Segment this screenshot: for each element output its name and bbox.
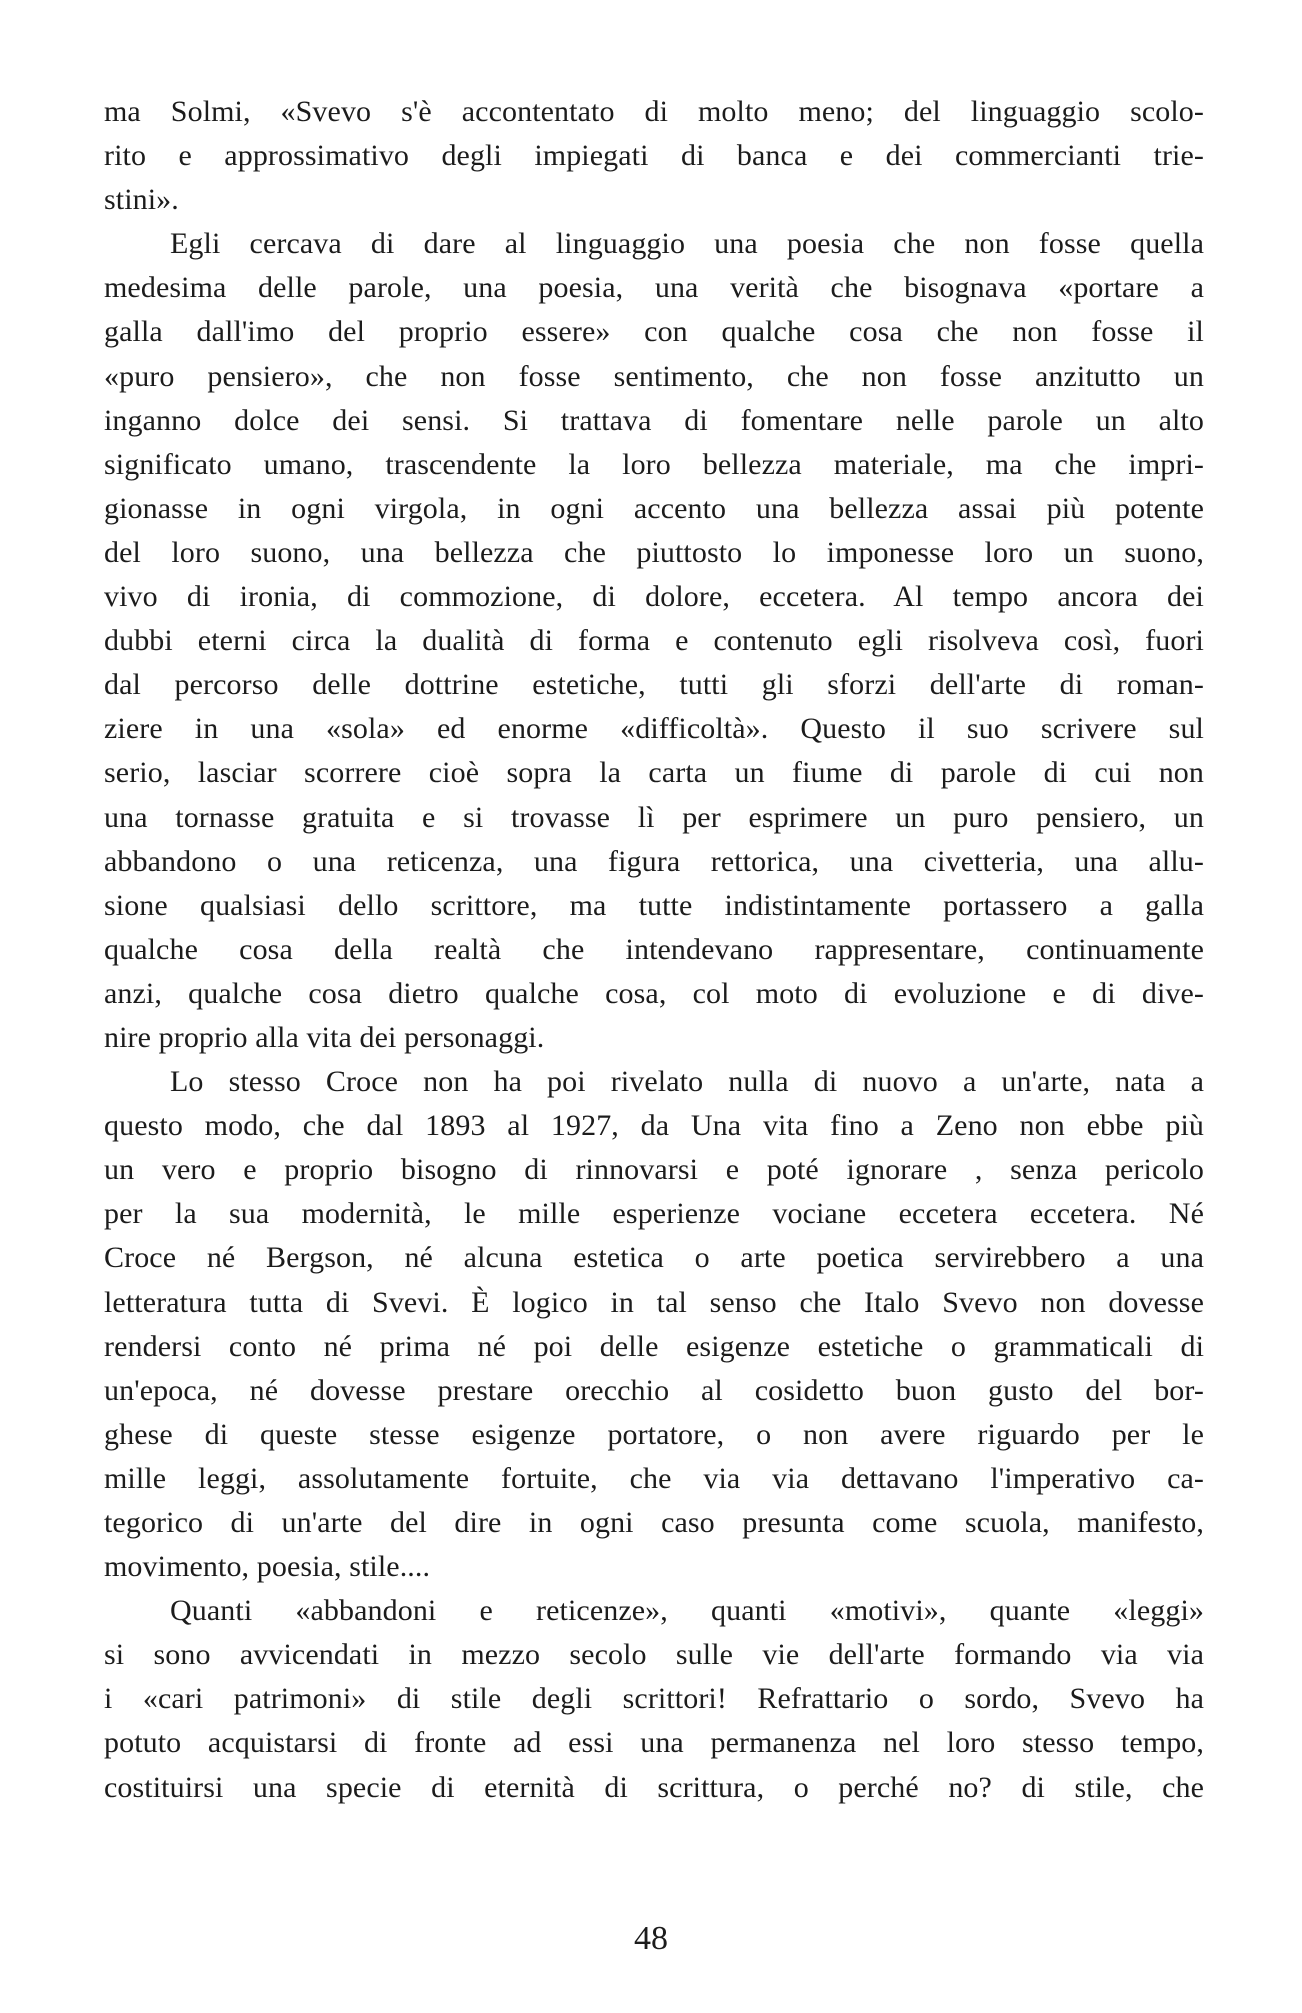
text-line: significato umano, trascendente la loro bellezza materiale, ma che impri- [104,447,1204,481]
text-line: un'epoca, né dovesse prestare orecchio al cosidetto buon gusto del bor- [104,1373,1204,1407]
text-line: abbandono o una reticenza, una figura rettorica, una civetteria, una allu- [104,844,1204,878]
text-line: una tornasse gratuita e si trovasse lì per esprimere un puro pensiero, un [104,800,1204,834]
paragraph [104,90,1204,222]
text-line: medesima delle parole, una poesia, una verità che bisognava «portare a [104,271,1204,305]
text-line: galla dall'imo del proprio essere» con qualche cosa che non fosse il [104,315,1204,349]
text-line: stini». [104,183,179,217]
text-line: ziere in una «sola» ed enorme «difficoltà». Questo il suo scrivere sul [104,712,1204,746]
text-line: «puro pensiero», che non fosse sentimento, che non fosse anzitutto un [104,359,1204,393]
text-line: i «cari patrimoni» di stile degli scrittori! Refrattario o sordo, Svevo ha [104,1682,1204,1716]
text-line: movimento, poesia, stile.... [104,1550,431,1584]
text-line: del loro suono, una bellezza che piuttosto lo imponesse loro un suono, [104,535,1204,569]
text-line: rendersi conto né prima né poi delle esigenze estetiche o grammaticali di [104,1329,1204,1363]
text-line: inganno dolce dei sensi. Si trattava di fomentare nelle parole un alto [104,403,1204,437]
paragraph [104,1060,1204,1589]
text-line: Quanti «abbandoni e reticenze», quanti «motivi», quante «leggi» [170,1594,1204,1628]
text-line: serio, lasciar scorrere cioè sopra la carta un fiume di parole di cui non [104,756,1204,790]
text-line: nire proprio alla vita dei personaggi. [104,1020,545,1054]
text-line: tegorico di un'arte del dire in ogni caso presunta come scuola, manifesto, [104,1506,1204,1539]
text-line: gionasse in ogni virgola, in ogni accento una bellezza assai più potente [104,491,1204,525]
text-line: un vero e proprio bisogno di rinnovarsi e poté ignorare , senza pericolo [104,1153,1204,1187]
text-line: per la sua modernità, le mille esperienze vociane eccetera eccetera. Né [104,1197,1204,1231]
text-line: si sono avvicendati in mezzo secolo sulle vie dell'arte formando via via [104,1638,1204,1672]
text-line: potuto acquistarsi di fronte ad essi una permanenza nel loro stesso tempo, [104,1726,1204,1760]
text-line: anzi, qualche cosa dietro qualche cosa, col moto di evoluzione e di dive- [104,976,1204,1010]
text-line: rito e approssimativo degli impiegati di banca e dei commercianti trie- [104,139,1204,173]
text-line: questo modo, che dal 1893 al 1927, da Una vita fino a Zeno non ebbe più [104,1109,1204,1143]
text-line: dubbi eterni circa la dualità di forma e contenuto egli risolveva così, fuori [104,624,1204,658]
text-line: dal percorso delle dottrine estetiche, tutti gli sforzi dell'arte di roman- [104,668,1204,702]
text-line: sione qualsiasi dello scrittore, ma tutte indistintamente portassero a galla [104,888,1204,922]
paragraph [104,1589,1204,1809]
text-line: costituirsi una specie di eternità di scrittura, o perché no? di stile, che [104,1770,1204,1804]
text-line: qualche cosa della realtà che intendevano rappresentare, continuamente [104,932,1204,966]
text-line: Croce né Bergson, né alcuna estetica o arte poetica servirebbero a una [104,1241,1204,1275]
body-text [104,90,1204,1810]
text-line: Egli cercava di dare al linguaggio una poesia che non fosse quella [170,227,1204,261]
text-line: ma Solmi, «Svevo s'è accontentato di molto meno; del linguaggio scolo- [104,95,1204,128]
text-line: mille leggi, assolutamente fortuite, che via via dettavano l'imperativo ca- [104,1461,1204,1495]
text-line: letteratura tutta di Svevi. È logico in tal senso che Italo Svevo non dovesse [104,1285,1204,1319]
page-number: 48 [634,1920,668,1957]
text-line: ghese di queste stesse esigenze portatore, o non avere riguardo per le [104,1417,1204,1451]
text-line: vivo di ironia, di commozione, di dolore, eccetera. Al tempo ancora dei [104,580,1204,614]
text-line: Lo stesso Croce non ha poi rivelato nulla di nuovo a un'arte, nata a [170,1065,1204,1099]
paragraph [104,222,1204,1060]
